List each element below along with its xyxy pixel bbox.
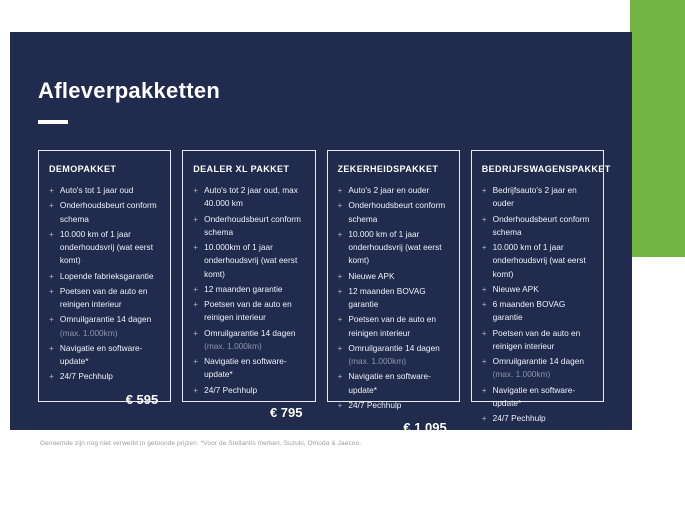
feature-text: Auto's 2 jaar en ouder [348, 185, 430, 195]
feature-text: 10.000 km of 1 jaar onderhoudsvrij (wat eerst komt) [59, 228, 154, 266]
feature-text: 12 maanden BOVAG garantie [348, 285, 426, 310]
plus-bullet-icon: + [481, 213, 487, 224]
feature-item [193, 283, 304, 296]
package-card [182, 150, 315, 420]
feature-text: Onderhoudsbeurt conform schema [59, 200, 157, 224]
package-title: DEMOPAKKET [49, 164, 117, 174]
feature-note: (max. 1.000km) [348, 356, 406, 367]
feature-item [338, 184, 449, 197]
feature-item [49, 270, 160, 283]
feature-text: Bedrijfsauto's 2 jaar en ouder [492, 185, 577, 209]
feature-text: Onderhoudsbeurt conform schema [204, 213, 301, 237]
plus-bullet-icon: + [481, 356, 487, 367]
feature-text: Nieuwe APK [348, 270, 395, 281]
feature-item [338, 270, 449, 283]
feature-text: 24/7 Pechhulp [348, 399, 402, 410]
feature-text: Navigatie en software-update* [59, 342, 143, 367]
feature-text: Onderhoudsbeurt conform schema [348, 200, 446, 224]
feature-text: 10.000 km of 1 jaar onderhoudsvrij (wat eerst komt) [348, 228, 442, 266]
feature-text: Omruilgarantie 14 dagen (max. 1.000km) [204, 327, 295, 354]
plus-bullet-icon: + [481, 327, 487, 338]
feature-text: Poetsen van de auto en reinigen interieur [348, 314, 437, 338]
plus-bullet-icon: + [337, 342, 343, 353]
feature-item [338, 370, 449, 397]
package-price: € 1.095 [547, 433, 591, 449]
feature-text: Lopende fabrieksgarantie [59, 270, 154, 281]
feature-text: Poetsen van de auto en reinigen interieur [204, 299, 292, 323]
feature-item [49, 370, 160, 383]
feature-item [193, 355, 304, 382]
plus-bullet-icon: + [49, 314, 54, 325]
page-title: Afleverpakketten [38, 78, 221, 103]
footnote: Genoemde zijn nog niet verwerkt in getoonde prijzen. *Voor de Stellantis merken, Suzuki, Omoda & Jaecoo. [40, 440, 362, 447]
feature-item [49, 199, 160, 226]
feature-text: Navigatie en software-update* [204, 356, 287, 380]
feature-text: Omruilgarantie 14 dagen (max. 1.000km) [60, 313, 151, 340]
plus-bullet-icon: + [193, 213, 199, 224]
feature-item [482, 184, 593, 211]
feature-item [482, 213, 593, 240]
feature-note: (max. 1.000km) [204, 340, 262, 351]
feature-text: Nieuwe APK [492, 283, 539, 294]
plus-bullet-icon: + [49, 285, 54, 296]
plus-bullet-icon: + [49, 270, 54, 281]
package-price: € 1.095 [403, 420, 447, 436]
feature-item [193, 384, 304, 397]
feature-item [193, 327, 304, 354]
feature-item [482, 412, 593, 425]
feature-item [482, 241, 593, 281]
feature-item [49, 342, 160, 369]
feature-note: (max. 1.000km) [492, 369, 551, 380]
feature-item [49, 184, 160, 197]
title-underline [38, 120, 68, 124]
package-price: € 795 [269, 404, 303, 420]
plus-bullet-icon: + [49, 342, 54, 353]
feature-text: 12 maanden garantie [204, 283, 283, 294]
package-features [482, 184, 593, 428]
feature-text: Navigatie en software-update* [348, 371, 431, 395]
feature-item [49, 228, 160, 268]
feature-text: 10.000 km of 1 jaar onderhoudsvrij (wat eerst komt) [492, 242, 586, 279]
package-title: ZEKERHEIDSPAKKET [337, 164, 439, 174]
plus-bullet-icon: + [481, 384, 487, 395]
plus-bullet-icon: + [481, 185, 487, 195]
plus-bullet-icon: + [337, 185, 343, 195]
plus-bullet-icon: + [49, 371, 54, 382]
feature-item [482, 283, 593, 296]
plus-bullet-icon: + [193, 185, 199, 195]
plus-bullet-icon: + [481, 413, 487, 424]
plus-bullet-icon: + [49, 200, 54, 211]
feature-text: Auto's tot 1 jaar oud [59, 185, 134, 195]
feature-item [338, 313, 449, 340]
feature-item [482, 355, 593, 382]
package-card [327, 150, 460, 436]
feature-text: Omruilgarantie 14 dagen (max. 1.000km) [348, 342, 439, 369]
plus-bullet-icon: + [337, 285, 343, 296]
feature-item [338, 199, 449, 226]
plus-bullet-icon: + [193, 299, 199, 310]
feature-item [338, 342, 449, 369]
package-features [338, 184, 449, 414]
package-features [49, 184, 160, 386]
feature-text: Poetsen van de auto en reinigen interieur [59, 285, 148, 310]
plus-bullet-icon: + [193, 327, 199, 338]
feature-item [193, 184, 304, 211]
feature-item [482, 298, 593, 325]
feature-text: Onderhoudsbeurt conform schema [492, 213, 590, 237]
feature-note: (max. 1.000km) [59, 327, 118, 338]
feature-item [193, 213, 304, 240]
feature-item [193, 298, 304, 325]
package-card [38, 150, 171, 407]
plus-bullet-icon: + [337, 228, 343, 239]
plus-bullet-icon: + [337, 270, 343, 281]
plus-bullet-icon: + [337, 200, 343, 211]
plus-bullet-icon: + [481, 299, 487, 310]
plus-bullet-icon: + [337, 371, 343, 382]
feature-item [338, 399, 449, 412]
package-features [193, 184, 304, 399]
feature-item [482, 384, 593, 411]
feature-item [338, 228, 449, 268]
feature-item [193, 241, 304, 281]
plus-bullet-icon: + [193, 283, 199, 294]
feature-item [49, 285, 160, 312]
feature-item [49, 313, 160, 340]
feature-text: Poetsen van de auto en reinigen interieur [492, 327, 581, 351]
feature-text: 10.000km of 1 jaar onderhoudsvrij (wat eerst komt) [204, 242, 298, 279]
feature-text: 24/7 Pechhulp [204, 384, 258, 395]
feature-text: Auto's tot 2 jaar oud, max 40.000 km [204, 185, 298, 209]
feature-text: 24/7 Pechhulp [59, 371, 113, 382]
plus-bullet-icon: + [49, 185, 54, 195]
plus-bullet-icon: + [481, 283, 487, 294]
plus-bullet-icon: + [193, 356, 199, 367]
package-title: DEALER XL PAKKET [193, 164, 290, 174]
feature-item [482, 327, 593, 354]
plus-bullet-icon: + [49, 228, 54, 239]
feature-text: Navigatie en software-update* [492, 384, 576, 408]
plus-bullet-icon: + [481, 242, 487, 253]
package-card [471, 150, 611, 449]
plus-bullet-icon: + [193, 384, 199, 395]
green-accent-block [630, 0, 685, 257]
package-price: € 595 [125, 391, 159, 407]
feature-text: 6 maanden BOVAG garantie [492, 299, 566, 323]
feature-text: Omruilgarantie 14 dagen (max. 1.000km) [493, 355, 584, 382]
plus-bullet-icon: + [337, 399, 343, 410]
feature-item [338, 285, 449, 312]
feature-text: 24/7 Pechhulp [492, 413, 546, 424]
plus-bullet-icon: + [193, 242, 199, 253]
package-title: BEDRIJFSWAGENSPAKKET [481, 164, 611, 174]
plus-bullet-icon: + [337, 314, 343, 325]
